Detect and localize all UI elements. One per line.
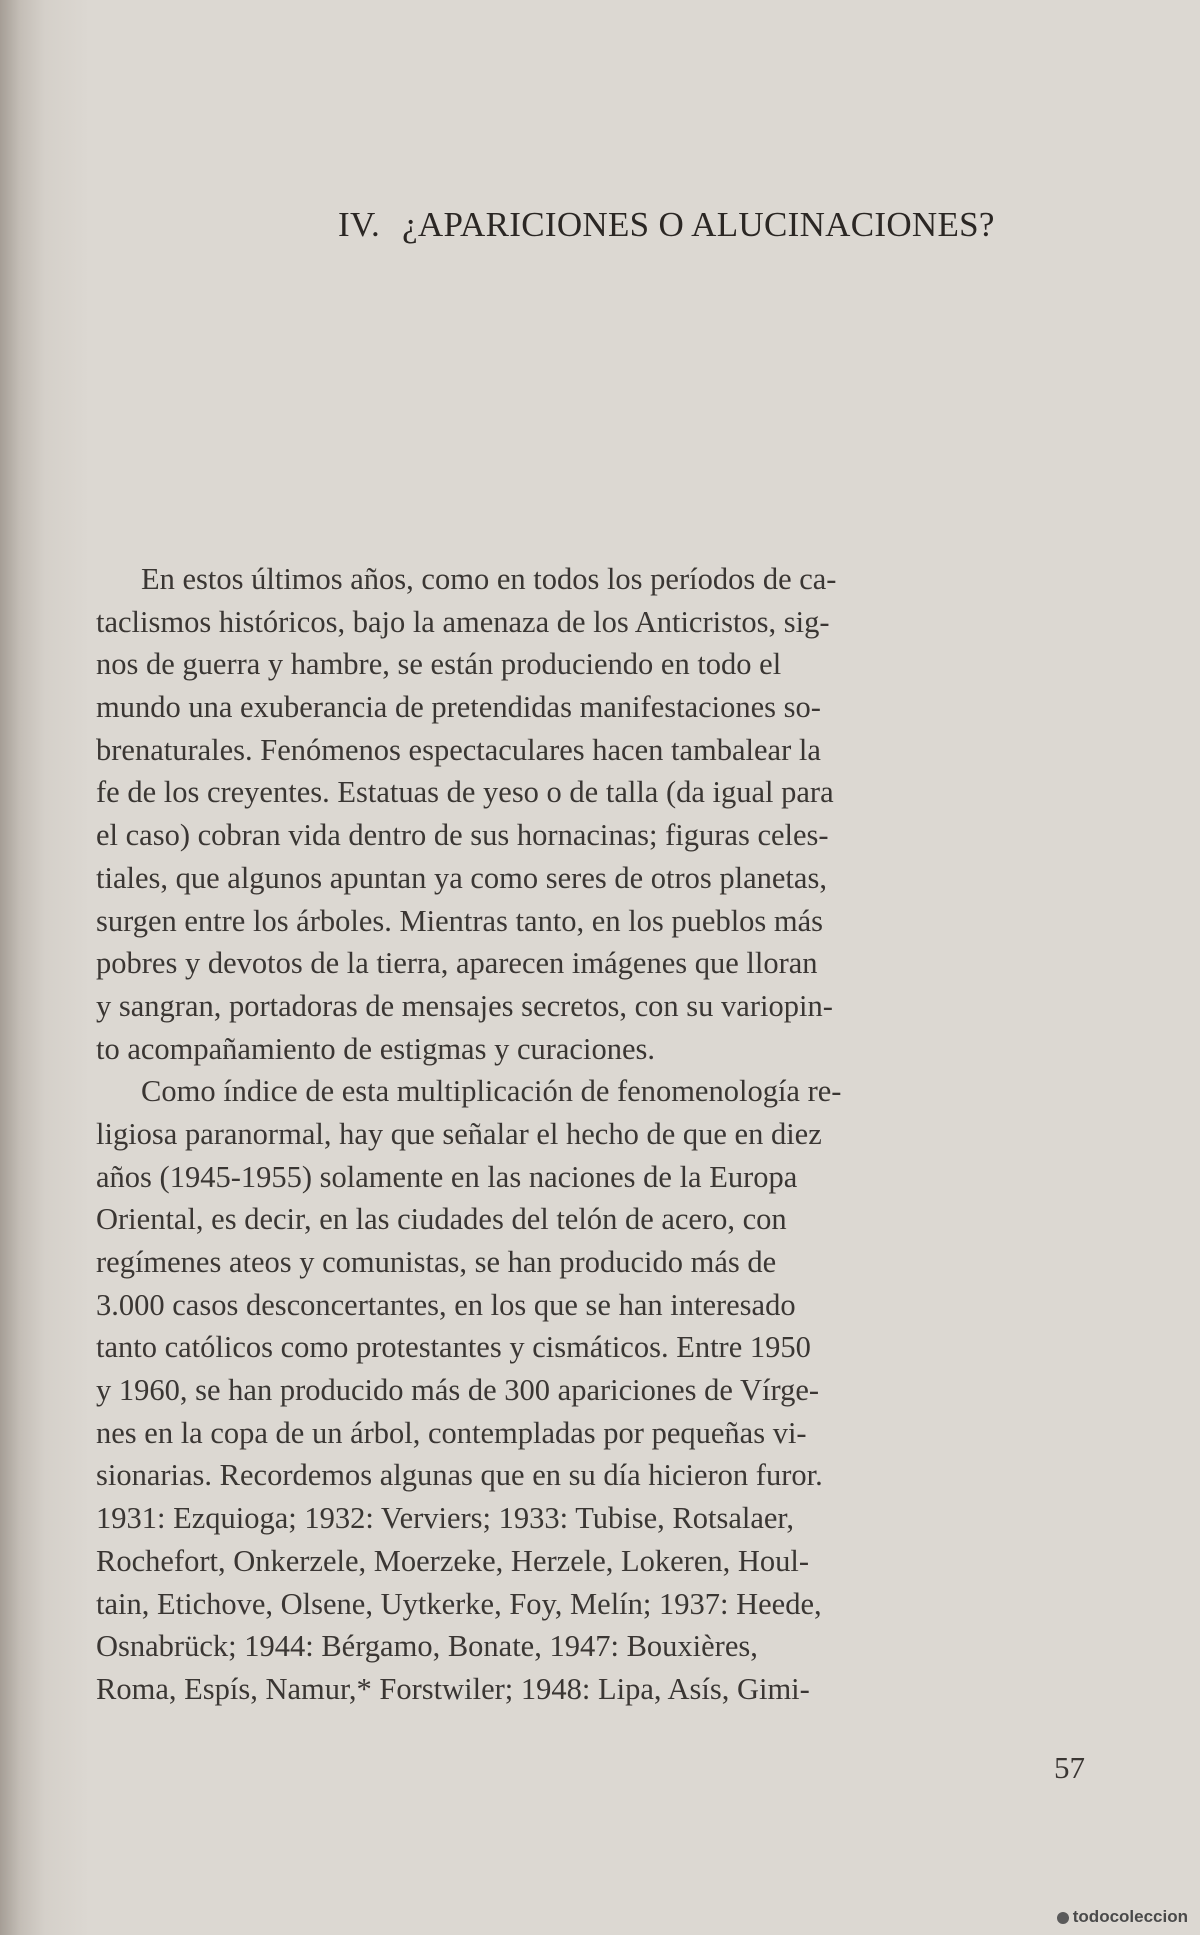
text-line: Roma, Espís, Namur,* Forstwiler; 1948: Lipa, Asís, Gimi- — [96, 1671, 810, 1706]
text-line: nos de guerra y hambre, se están produciendo en todo el — [96, 647, 782, 682]
page-number: 57 — [1054, 1750, 1085, 1785]
body-text — [96, 558, 1096, 1711]
watermark-logo-icon — [1057, 1912, 1069, 1924]
chapter-title-text: ¿APARICIONES O ALUCINACIONES? — [402, 205, 995, 244]
text-line: ligiosa paranormal, hay que señalar el hecho de que en diez — [96, 1116, 822, 1151]
text-line: Oriental, es decir, en las ciudades del telón de acero, con — [96, 1202, 787, 1237]
text-line: pobres y devotos de la tierra, aparecen imágenes que lloran — [96, 946, 818, 981]
text-line: tanto católicos como protestantes y cismáticos. Entre 1950 — [96, 1330, 811, 1365]
watermark-text: todocoleccion — [1072, 1907, 1188, 1926]
text-line: nes en la copa de un árbol, contempladas por pequeñas vi- — [96, 1415, 807, 1450]
text-line: En estos últimos años, como en todos los períodos de ca- — [141, 562, 837, 596]
text-line: fe de los creyentes. Estatuas de yeso o de talla (da igual para — [96, 775, 834, 810]
text-line: tiales, que algunos apuntan ya como seres de otros planetas, — [96, 860, 827, 895]
text-line: surgen entre los árboles. Mientras tanto, en los pueblos más — [96, 903, 824, 938]
text-line: y 1960, se han producido más de 300 apariciones de Vírge- — [96, 1373, 820, 1408]
text-line: regímenes ateos y comunistas, se han producido más de — [96, 1245, 777, 1279]
text-line: años (1945-1955) solamente en las naciones de la Europa — [96, 1159, 798, 1194]
text-line: brenaturales. Fenómenos espectaculares hacen tambalear la — [96, 732, 821, 767]
text-line: to acompañamiento de estigmas y curaciones. — [96, 1031, 655, 1066]
text-line: taclismos históricos, bajo la amenaza de los Anticristos, sig- — [96, 604, 830, 639]
chapter-title — [338, 205, 995, 245]
text-line: tain, Etichove, Olsene, Uytkerke, Foy, Melín; 1937: Heede, — [96, 1586, 822, 1621]
text-line: Osnabrück; 1944: Bérgamo, Bonate, 1947: Bouxières, — [96, 1629, 758, 1664]
text-line: y sangran, portadoras de mensajes secretos, con su variopin- — [96, 988, 833, 1023]
text-line: mundo una exuberancia de pretendidas manifestaciones so- — [96, 690, 821, 725]
text-line: 3.000 casos desconcertantes, en los que se han interesado — [96, 1287, 796, 1322]
text-line: sionarias. Recordemos algunas que en su día hicieron furor. — [96, 1458, 823, 1493]
text-line: Como índice de esta multiplicación de fenomenología re- — [141, 1074, 842, 1109]
text-line: el caso) cobran vida dentro de sus hornacinas; figuras celes- — [96, 818, 829, 853]
watermark — [1057, 1907, 1188, 1927]
chapter-number: IV. — [338, 205, 381, 244]
text-line: 1931: Ezquioga; 1932: Verviers; 1933: Tubise, Rotsalaer, — [96, 1501, 794, 1536]
text-line: Rochefort, Onkerzele, Moerzeke, Herzele, Lokeren, Houl- — [96, 1543, 810, 1578]
